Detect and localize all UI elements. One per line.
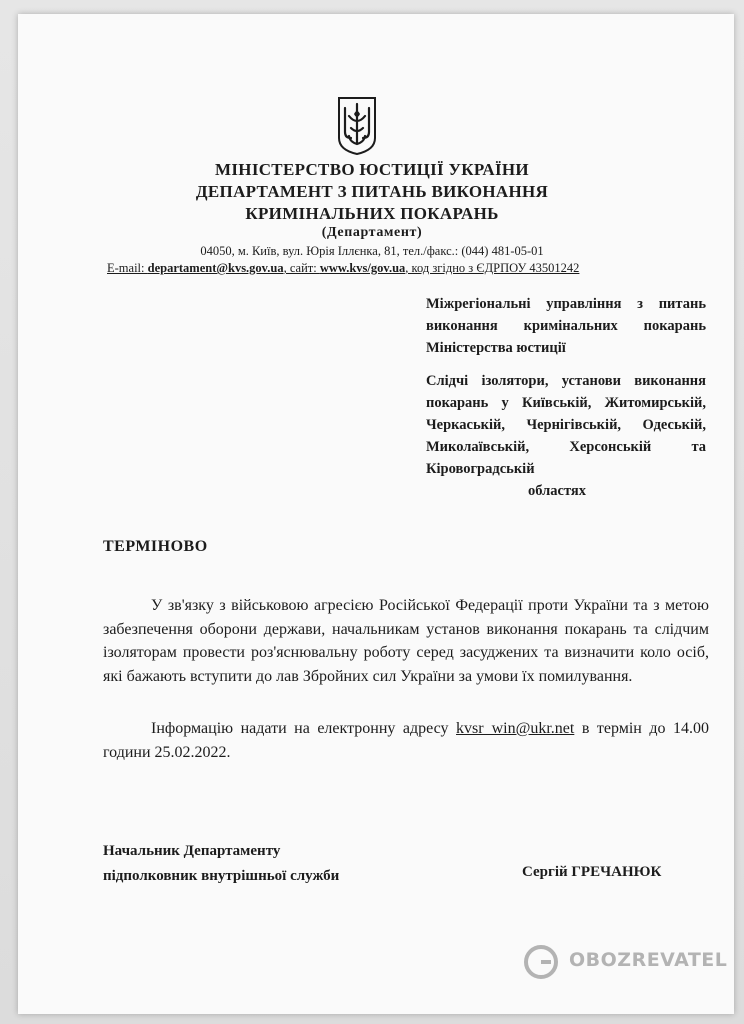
- department-email: departament@kvs.gov.ua: [147, 261, 284, 275]
- watermark-text: OBOZREVATEL: [569, 949, 728, 971]
- addressee-block-2-text: Слідчі ізолятори, установи виконання покарань у Київській, Житомирській, Черкаській, Чернігівській, Одеській, Миколаївській, Херсонській та Кіровоградській: [426, 373, 706, 477]
- addressee-block-1: Міжрегіональні управління з питань виконання кримінальних покарань Міністерства юстиції: [426, 296, 706, 356]
- urgent-mark: ТЕРМІНОВО: [103, 538, 208, 555]
- body-paragraph-2-end: в термін до 14.00 години 25.02.2022.: [103, 720, 710, 761]
- site-prefix: , сайт:: [283, 261, 320, 275]
- edrpou-code: , код згідно з ЄДРПОУ 43501242: [405, 261, 580, 275]
- reply-email-link[interactable]: kvsr_win@ukr.net: [456, 720, 575, 737]
- email-prefix: E-mail:: [107, 261, 148, 275]
- signatory-rank: підполковник внутрішньої служби: [103, 868, 340, 884]
- signatory-position: Начальник Департаменту: [103, 843, 281, 859]
- department-title-line1: ДЕПАРТАМЕНТ З ПИТАНЬ ВИКОНАННЯ: [195, 182, 549, 201]
- body-paragraph-1: У зв'язку з військовою агресією Російської Федерації проти України та з метою забезпечення оборони держави, начальникам установ виконання покарань та слідчим ізоляторам провести роз'яснювальну роботу серед засуджених та визначити коло осіб, які бажають вступити до лав Збройних сил України за умови їх помилування.: [103, 597, 709, 685]
- ministry-title: МІНІСТЕРСТВО ЮСТИЦІЇ УКРАЇНИ: [215, 160, 529, 179]
- trident-icon: [336, 96, 378, 156]
- body-paragraph-2: [103, 717, 709, 764]
- contact-line: [107, 261, 647, 276]
- department-title-line2: КРИМІНАЛЬНИХ ПОКАРАНЬ: [245, 204, 499, 223]
- department-site: www.kvs/gov.ua: [319, 261, 406, 275]
- department-short-name: (Департамент): [321, 225, 423, 240]
- addressee-block-2-last: областях: [528, 483, 586, 499]
- body-paragraph-2-start: Інформацію надати на електронну адресу: [151, 720, 457, 737]
- obozrevatel-logo-icon: [523, 944, 559, 980]
- signatory-name: Сергій ГРЕЧАНЮК: [522, 864, 662, 880]
- signatory-title: [103, 839, 339, 889]
- department-address: 04050, м. Київ, вул. Юрія Іллєнка, 81, тел./факс.: (044) 481-05-01: [200, 244, 544, 258]
- addressee-block-2: [426, 370, 706, 502]
- watermark: [523, 940, 728, 980]
